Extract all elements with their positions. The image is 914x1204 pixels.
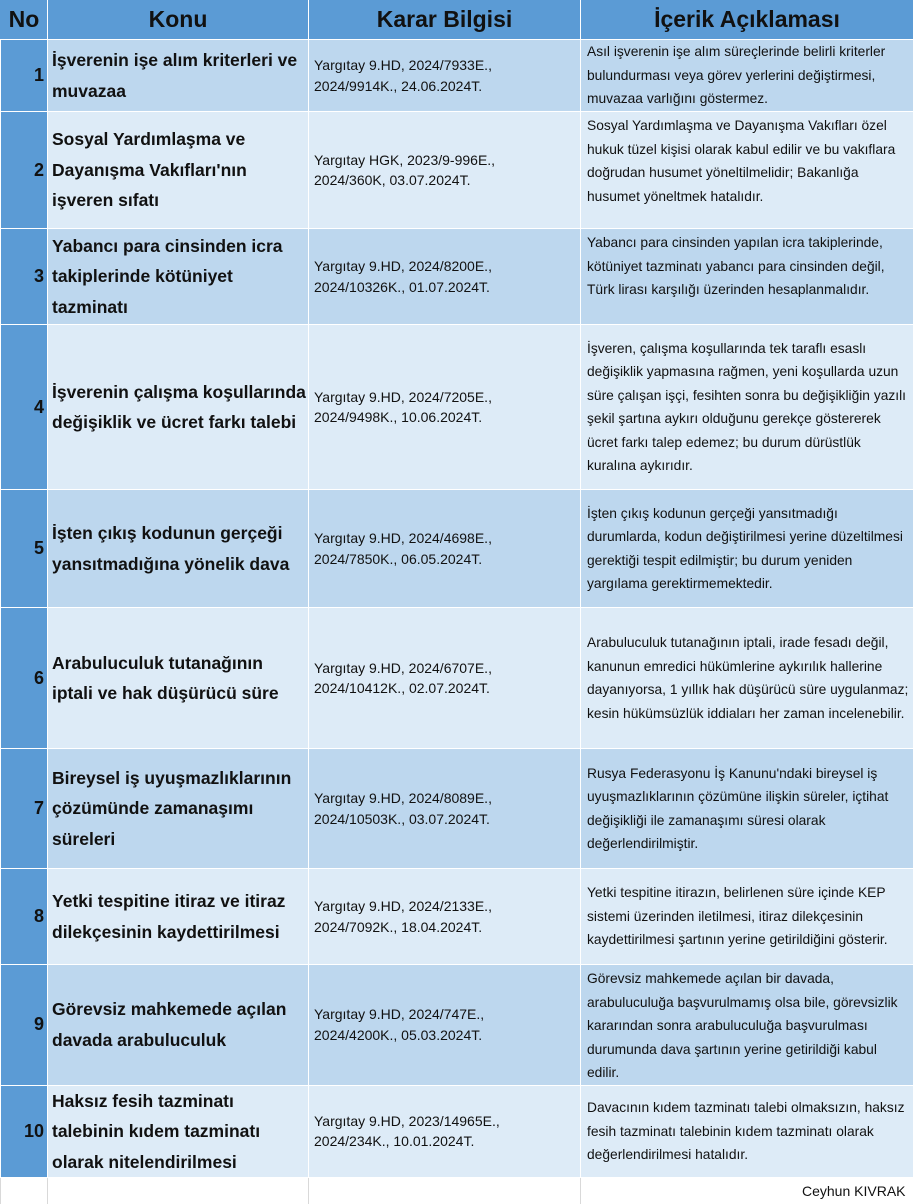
topic-cell[interactable]: İşverenin çalışma koşullarında değişiklik ve ücret farkı talebi bbox=[48, 325, 309, 490]
content-cell[interactable]: Davacının kıdem tazminatı talebi olmaksızın, haksız fesih tazminatı talebinin kıdem tazminatı olarak değerlendirilmesi hatalıdır. bbox=[581, 1085, 914, 1178]
decision-cell[interactable] bbox=[309, 229, 581, 325]
decision-line: Yargıtay 9.HD, 2024/6707E., bbox=[314, 658, 580, 679]
table-row bbox=[1, 40, 914, 112]
decision-line: 2024/7092K., 18.04.2024T. bbox=[314, 917, 580, 938]
table-row bbox=[1, 749, 914, 869]
row-number[interactable]: 5 bbox=[1, 490, 48, 608]
header-konu[interactable]: Konu bbox=[48, 0, 309, 40]
topic-cell[interactable]: Bireysel iş uyuşmazlıklarının çözümünde zamanaşımı süreleri bbox=[48, 749, 309, 869]
decision-line: 2024/10503K., 03.07.2024T. bbox=[314, 809, 580, 830]
table-row bbox=[1, 869, 914, 965]
decision-line: 2024/9914K., 24.06.2024T. bbox=[314, 76, 580, 97]
topic-cell[interactable]: İşten çıkış kodunun gerçeği yansıtmadığına yönelik dava bbox=[48, 490, 309, 608]
content-cell[interactable]: Yabancı para cinsinden yapılan icra takiplerinde, kötüniyet tazminatı yabancı para cinsinden değil, Türk lirası karşılığı üzerinden hesaplanmalıdır. bbox=[581, 229, 914, 325]
row-number[interactable]: 10 bbox=[1, 1085, 48, 1178]
decision-line: Yargıtay 9.HD, 2024/8200E., bbox=[314, 256, 580, 277]
content-cell[interactable]: Yetki tespitine itirazın, belirlenen süre içinde KEP sistemi üzerinden iletilmesi, itiraz dilekçesinin kaydettirilmesi şartının yerine getirildiğini gösterir. bbox=[581, 869, 914, 965]
content-cell[interactable]: İşveren, çalışma koşullarında tek taraflı esaslı değişiklik yapmasına rağmen, yeni koşullarda uzun süre çalışan işçi, fesihten sonra bu değişikliğin yazılı şekil şartına aykırı olduğunu gerekçe göstererek ücret farkı talep edemez; bu durum dürüstlük kuralına aykırıdır. bbox=[581, 325, 914, 490]
header-row bbox=[1, 0, 914, 40]
decision-cell[interactable] bbox=[309, 608, 581, 749]
decision-line: Yargıtay 9.HD, 2023/14965E., bbox=[314, 1111, 580, 1132]
content-cell[interactable]: Arabuluculuk tutanağının iptali, irade fesadı değil, kanunun emredici hükümlerine aykırılık hallerine dayanıyorsa, 1 yıllık hak düşürücü süre uygulanmaz; kesin hükümsüzlük iddiaları her zaman incelenebilir. bbox=[581, 608, 914, 749]
row-number[interactable]: 4 bbox=[1, 325, 48, 490]
content-cell[interactable]: Görevsiz mahkemede açılan bir davada, arabuluculuğa başvurulmamış olsa bile, görevsizlik kararından sonra arabuluculuğa başvurulması durumunda dava şartının yerine getirildiği kabul edilir. bbox=[581, 965, 914, 1086]
footer-row bbox=[1, 1178, 914, 1204]
row-number[interactable]: 6 bbox=[1, 608, 48, 749]
header-icerik[interactable]: İçerik Açıklaması bbox=[581, 0, 914, 40]
decision-line: 2024/10412K., 02.07.2024T. bbox=[314, 678, 580, 699]
decision-line: Yargıtay 9.HD, 2024/4698E., bbox=[314, 528, 580, 549]
decision-cell[interactable] bbox=[309, 1085, 581, 1178]
row-number[interactable]: 8 bbox=[1, 869, 48, 965]
decision-line: 2024/360K, 03.07.2024T. bbox=[314, 170, 580, 191]
row-number[interactable]: 7 bbox=[1, 749, 48, 869]
decision-line: Yargıtay 9.HD, 2024/7933E., bbox=[314, 55, 580, 76]
table-row bbox=[1, 325, 914, 490]
table-row bbox=[1, 608, 914, 749]
header-no[interactable]: No bbox=[1, 0, 48, 40]
decision-line: 2024/10326K., 01.07.2024T. bbox=[314, 277, 580, 298]
decision-line: Yargıtay 9.HD, 2024/7205E., bbox=[314, 387, 580, 408]
table-row bbox=[1, 965, 914, 1086]
topic-cell[interactable]: Yabancı para cinsinden icra takiplerinde kötüniyet tazminatı bbox=[48, 229, 309, 325]
row-number[interactable]: 2 bbox=[1, 112, 48, 229]
author-signature: Ceyhun KIVRAK bbox=[581, 1178, 914, 1204]
decision-cell[interactable] bbox=[309, 749, 581, 869]
decision-cell[interactable] bbox=[309, 869, 581, 965]
decision-line: 2024/234K., 10.01.2024T. bbox=[314, 1131, 580, 1152]
row-number[interactable]: 9 bbox=[1, 965, 48, 1086]
decision-cell[interactable] bbox=[309, 40, 581, 112]
topic-cell[interactable]: İşverenin işe alım kriterleri ve muvazaa bbox=[48, 40, 309, 112]
empty-cell[interactable] bbox=[48, 1178, 309, 1204]
decision-line: Yargıtay HGK, 2023/9-996E., bbox=[314, 150, 580, 171]
table-row bbox=[1, 229, 914, 325]
decision-line: Yargıtay 9.HD, 2024/2133E., bbox=[314, 896, 580, 917]
decision-line: Yargıtay 9.HD, 2024/747E., bbox=[314, 1004, 580, 1025]
header-karar[interactable]: Karar Bilgisi bbox=[309, 0, 581, 40]
content-cell[interactable]: İşten çıkış kodunun gerçeği yansıtmadığı durumlarda, kodun değiştirilmesi yerine düzeltilmesi gerektiği tespit edilmiştir; bu durum yeniden yargılama gerektirmemektedir. bbox=[581, 490, 914, 608]
decision-line: Yargıtay 9.HD, 2024/8089E., bbox=[314, 788, 580, 809]
table-row bbox=[1, 112, 914, 229]
decision-cell[interactable] bbox=[309, 490, 581, 608]
decision-cell[interactable] bbox=[309, 112, 581, 229]
topic-cell[interactable]: Sosyal Yardımlaşma ve Dayanışma Vakıfları'nın işveren sıfatı bbox=[48, 112, 309, 229]
table-row bbox=[1, 1085, 914, 1178]
decision-line: 2024/4200K., 05.03.2024T. bbox=[314, 1025, 580, 1046]
empty-cell[interactable] bbox=[1, 1178, 48, 1204]
topic-cell[interactable]: Arabuluculuk tutanağının iptali ve hak düşürücü süre bbox=[48, 608, 309, 749]
content-cell[interactable]: Asıl işverenin işe alım süreçlerinde belirli kriterler bulundurması veya görev yerlerini değiştirmesi, muvazaa varlığını göstermez. bbox=[581, 40, 914, 112]
decision-cell[interactable] bbox=[309, 325, 581, 490]
empty-cell[interactable] bbox=[309, 1178, 581, 1204]
decision-line: 2024/7850K., 06.05.2024T. bbox=[314, 549, 580, 570]
topic-cell[interactable]: Görevsiz mahkemede açılan davada arabuluculuk bbox=[48, 965, 309, 1086]
content-cell[interactable]: Rusya Federasyonu İş Kanunu'ndaki bireysel iş uyuşmazlıklarının çözümüne ilişkin süreler, içtihat değişikliği ile zamanaşımı süresi olarak değerlendirilmiştir. bbox=[581, 749, 914, 869]
topic-cell[interactable]: Yetki tespitine itiraz ve itiraz dilekçesinin kaydettirilmesi bbox=[48, 869, 309, 965]
row-number[interactable]: 1 bbox=[1, 40, 48, 112]
content-cell[interactable]: Sosyal Yardımlaşma ve Dayanışma Vakıfları özel hukuk tüzel kişisi olarak kabul edilir ve bu vakıflara doğrudan husumet yöneltilmelidir; Bakanlığa husumet yöneltmek hatalıdır. bbox=[581, 112, 914, 229]
decision-cell[interactable] bbox=[309, 965, 581, 1086]
row-number[interactable]: 3 bbox=[1, 229, 48, 325]
decision-line: 2024/9498K., 10.06.2024T. bbox=[314, 407, 580, 428]
table-row bbox=[1, 490, 914, 608]
topic-cell[interactable]: Haksız fesih tazminatı talebinin kıdem tazminatı olarak nitelendirilmesi bbox=[48, 1085, 309, 1178]
